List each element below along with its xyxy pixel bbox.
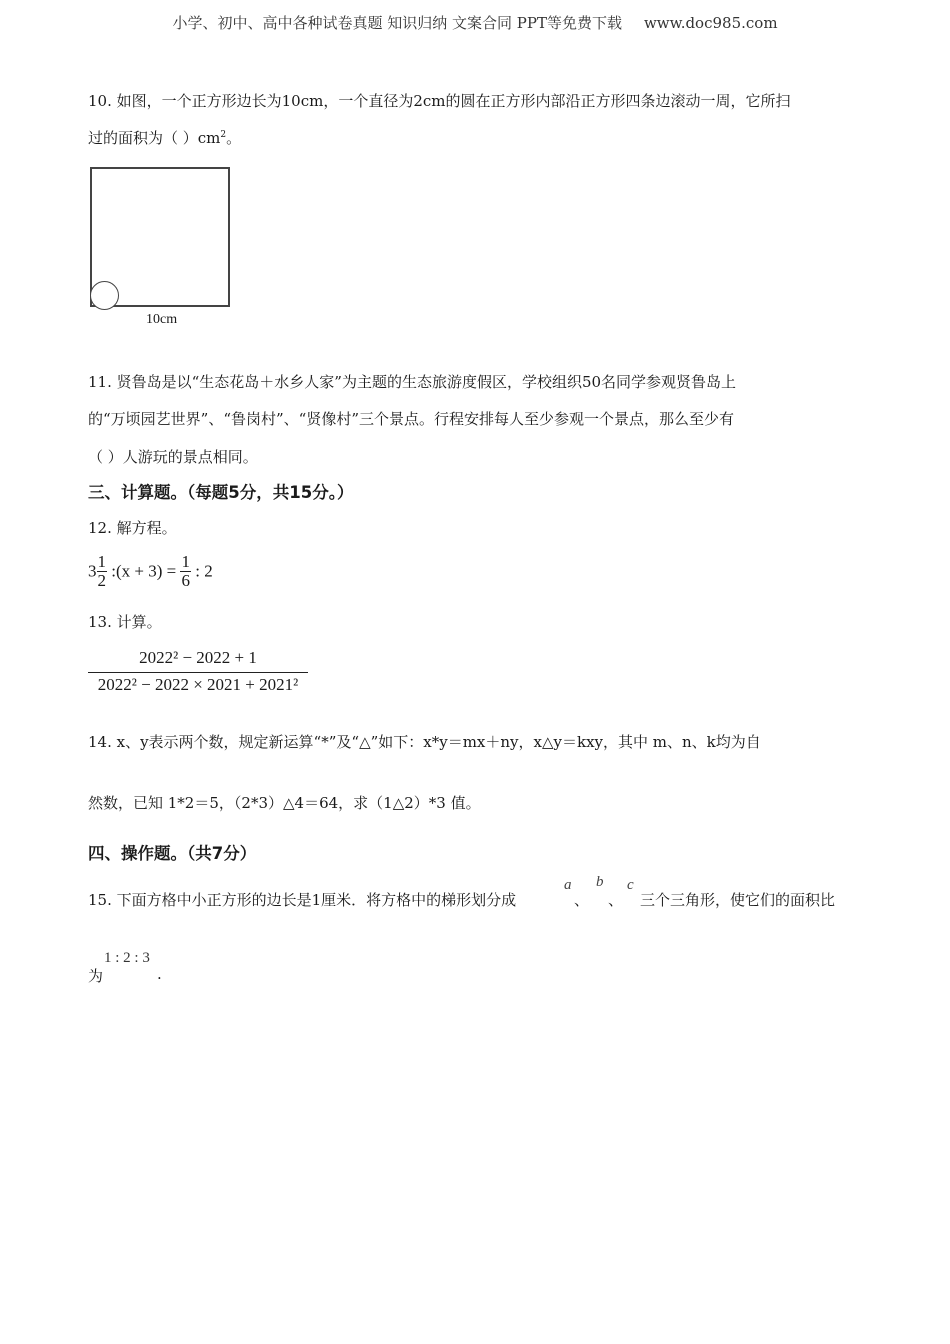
q15-line1-text: 15. 下面方格中小正方形的边长是1厘米．将方格中的梯形划分成 [88,891,517,909]
q10-line1: 10. 如图，一个正方形边长为10cm，一个直径为2cm的圆在正方形内部沿正方形四条边滚动一周，它所扫 [88,92,791,110]
q10-figure-label: 10cm [146,312,178,327]
q13-fraction-bar [88,672,308,673]
q11-line2: 的“万顷园艺世界”、“鲁岗村”、“贤像村”三个景点。行程安排每人至少参观一个景点，那么至少有 [88,410,735,428]
q14-line1: 14. x、y表示两个数，规定新运算“*”及“△”如下：x*y＝mx＋ny，x△y＝kxy，其中 m、n、k均为自 [88,733,761,751]
q15-line2-end: . [157,965,162,983]
q15-line2-pre: 为 [88,967,104,985]
q15-sep1: 、 [574,891,590,909]
section4-title: 四、操作题。（共7分） [88,844,257,863]
q12-frac2-num: 1 [181,552,190,571]
q12-whole: 3 [88,561,97,581]
header-title: 小学、初中、高中各种试卷真题 知识归纳 文案合同 PPT等免费下载 [172,14,622,32]
q13-label: 13. 计算。 [88,613,162,631]
q12-label: 12. 解方程。 [88,519,177,537]
q10-line2-end: 。 [226,129,242,147]
header-site-link[interactable]: www.doc985.com [643,14,778,32]
q12-middle: :(x + 3) = [111,561,177,581]
q12-frac1-den: 2 [97,571,106,590]
q13-denominator: 2022² − 2022 × 2021 + 2021² [97,675,299,694]
q12-fraction-2 [180,553,191,590]
q10-line2 [88,127,241,148]
q13-numerator: 2022² − 2022 + 1 [139,648,257,667]
q10-circle-figure [90,281,119,310]
q12-frac1-num: 1 [97,552,106,571]
q15-var-b: b [596,874,604,890]
q11-line1: 11. 贤鲁岛是以“生态花岛＋水乡人家”为主题的生态旅游度假区，学校组织50名同学参观贤鲁岛上 [88,373,737,391]
q10-line2-text: 过的面积为（ ）cm [88,129,221,147]
q15-line1-tail: 三个三角形，使它们的面积比 [640,891,836,909]
q12-tail: : 2 [195,561,213,581]
q15-var-c: c [627,877,634,893]
q15-sep2: 、 [608,891,624,909]
q12-frac2-den: 6 [181,571,190,590]
q15-var-a: a [564,877,572,893]
q15-ratio: 1 : 2 : 3 [104,950,150,966]
page-header [0,12,950,33]
q14-line2: 然数，已知 1*2＝5，（2*3）△4＝64，求（1△2）*3 值。 [88,794,481,812]
q12-fraction-1 [97,553,108,590]
section3-title: 三、计算题。（每题5分，共15分。） [88,483,354,502]
q10-unit-superscript: 2 [220,130,227,140]
q12-equation [88,553,213,590]
q11-line3: （ ）人游玩的景点相同。 [88,448,258,466]
